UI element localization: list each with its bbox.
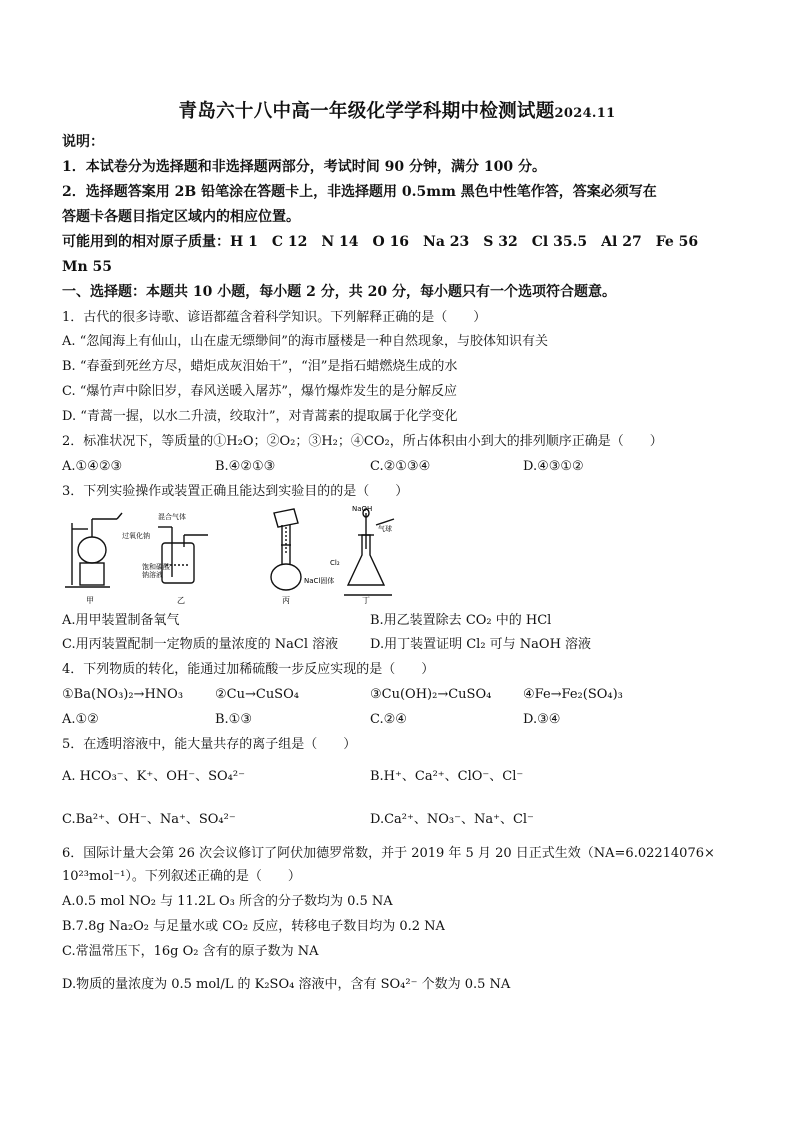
fig-label-ding: 丁 [362,596,370,605]
section-heading: 一、选择题：本题共 10 小题，每小题 2 分，共 20 分，每小题只有一个选项符合题意。 [62,284,616,300]
fig-label-jia: 甲 [86,596,94,605]
q4-stem: 4．下列物质的转化，能通过加稀硫酸一步反应实现的是（ ） [62,662,435,677]
q5-option-c: C.Ba²⁺、OH⁻、Na⁺、SO₄²⁻ [62,812,236,827]
q4-reaction-4: ④Fe→Fe₂(SO₄)₃ [523,687,623,702]
q4-reaction-1: ①Ba(NO₃)₂→HNO₃ [62,687,184,702]
svg-text:Cl₂: Cl₂ [330,559,340,567]
q4-reaction-2: ②Cu→CuSO₄ [215,687,299,702]
q5-option-a: A. HCO₃⁻、K⁺、OH⁻、SO₄²⁻ [62,769,245,784]
exam-date: 2024.11 [554,106,616,121]
svg-text:NaOH: NaOH [352,505,373,513]
q2-option-c: C.②①③④ [370,459,431,474]
note-2b: 答题卡各题目指定区域内的相应位置。 [62,209,300,225]
q3-option-b: B.用乙装置除去 CO₂ 中的 HCl [370,613,552,628]
q4-option-c: C.②④ [370,712,407,727]
svg-text:NaCl固体: NaCl固体 [304,577,335,585]
q1-option-c: C. “爆竹声中除旧岁，春风送暖入屠苏”，爆竹爆炸发生的是分解反应 [62,384,458,399]
q5-option-b: B.H⁺、Ca²⁺、ClO⁻、Cl⁻ [370,769,524,784]
q1-stem: 1．古代的很多诗歌、谚语都蕴含着科学知识。下列解释正确的是（ ） [62,310,487,325]
notes-heading: 说明： [62,134,104,150]
note-1: 1．本试卷分为选择题和非选择题两部分，考试时间 90 分钟，满分 100 分。 [62,159,546,175]
fig-label-bing: 丙 [282,596,290,605]
q3-option-c: C.用丙装置配制一定物质的量浓度的 NaCl 溶液 [62,637,339,652]
q2-option-a: A.①④②③ [62,459,123,474]
svg-text:饱和碳酸: 饱和碳酸 [142,563,170,571]
atomic-masses-cont: Mn 55 [62,259,113,275]
q6-stem-a: 6．国际计量大会第 26 次会议修订了阿伏加德罗常数，并于 2019 年 5 月 20 日正式生效（NA=6.02214076× [62,846,715,861]
q6-option-b: B.7.8g Na₂O₂ 与足量水或 CO₂ 反应，转移电子数目均为 0.2 NA [62,919,445,934]
svg-text:气球: 气球 [378,525,392,533]
atomic-masses: 可能用到的相对原子质量：H 1 C 12 N 14 O 16 Na 23 S 32 Cl 35.5 Al 27 Fe 56 [62,234,699,250]
q4-reaction-3: ③Cu(OH)₂→CuSO₄ [370,687,492,702]
q3-option-d: D.用丁装置证明 Cl₂ 可与 NaOH 溶液 [370,637,592,652]
q3-option-a: A.用甲装置制备氧气 [62,613,180,628]
note-2a: 2．选择题答案用 2B 铅笔涂在答题卡上，非选择题用 0.5mm 黑色中性笔作答，答案必须写在 [62,184,657,200]
svg-text:过氧化钠: 过氧化钠 [122,532,150,540]
fig-label-yi: 乙 [177,596,185,605]
q6-option-d: D.物质的量浓度为 0.5 mol/L 的 K₂SO₄ 溶液中，含有 SO₄²⁻ 个数为 0.5 NA [62,977,511,992]
q6-stem-b: 10²³mol⁻¹）。下列叙述正确的是（ ） [62,869,301,884]
q5-option-d: D.Ca²⁺、NO₃⁻、Na⁺、Cl⁻ [370,812,534,827]
q5-stem: 5．在透明溶液中，能大量共存的离子组是（ ） [62,737,357,752]
q1-option-b: B. “春蚕到死丝方尽，蜡炬成灰泪始干”，“泪”是指石蜡燃烧生成的水 [62,359,458,374]
q2-option-d: D.④③①② [523,459,584,474]
svg-text:混合气体: 混合气体 [158,513,186,521]
q6-option-a: A.0.5 mol NO₂ 与 11.2L O₃ 所含的分子数均为 0.5 NA [62,894,393,909]
q1-option-d: D. “青蒿一握，以水二升渍，绞取汁”，对青蒿素的提取属于化学变化 [62,409,458,424]
q3-apparatus-figure [62,505,402,605]
q3-stem: 3．下列实验操作或装置正确且能达到实验目的的是（ ） [62,484,409,499]
q2-option-b: B.④②①③ [215,459,276,474]
q4-option-b: B.①③ [215,712,252,727]
q6-option-c: C.常温常压下，16g O₂ 含有的原子数为 NA [62,944,319,959]
q1-option-a: A. “忽闻海上有仙山，山在虚无缥缈间”的海市蜃楼是一种自然现象，与胶体知识有关 [62,334,548,349]
q2-stem: 2．标准状况下，等质量的①H₂O；②O₂；③H₂；④CO₂，所占体积由小到大的排列顺序正确是（ ） [62,434,663,449]
q4-option-a: A.①② [62,712,99,727]
svg-text:钠溶液: 钠溶液 [142,571,163,579]
q4-option-d: D.③④ [523,712,561,727]
exam-title: 青岛六十八中高一年级化学学科期中检测试题2024.11 [178,101,616,122]
